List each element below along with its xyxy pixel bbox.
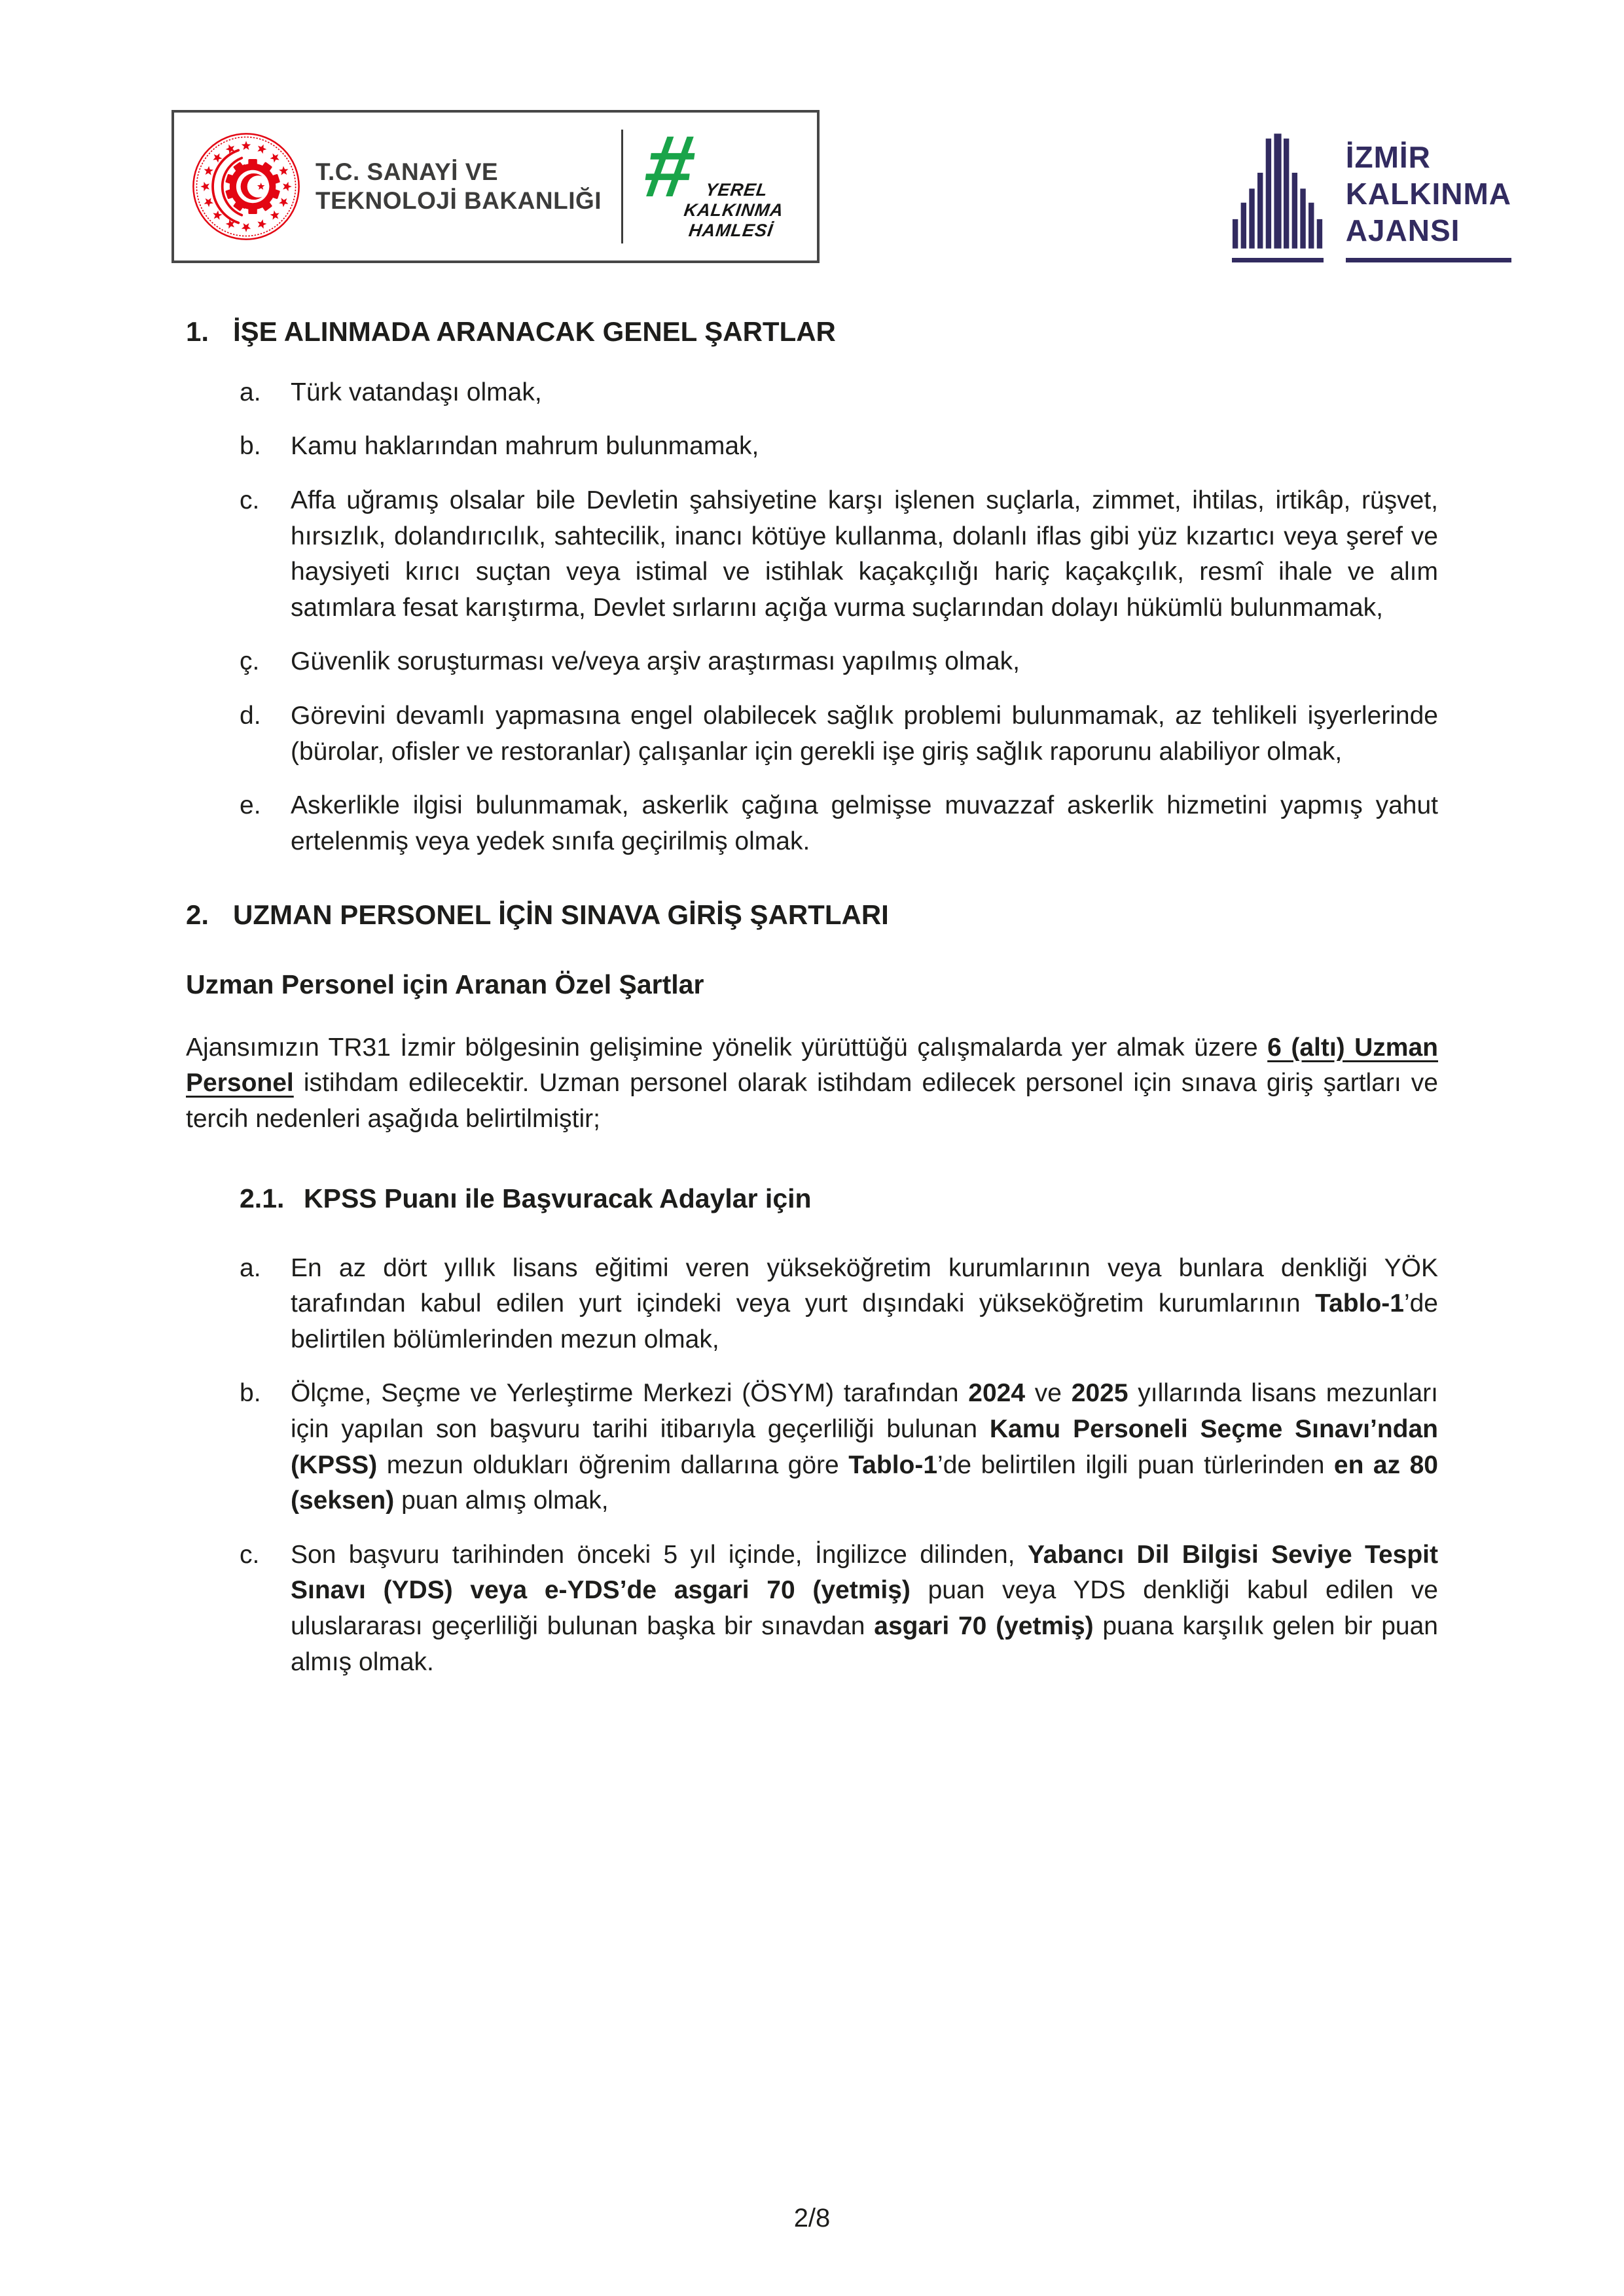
izka-text-underline <box>1346 258 1511 262</box>
item-marker: b. <box>240 1379 261 1408</box>
item-text: Son başvuru tarihinden önceki 5 yıl içinde, İngilizce dilinden, Yabancı Dil Bilgisi Seviye Tespit Sınavı (YDS) veya e-YDS’de asgari 70 (yetmiş) puan veya YDS denkliği kabul edilen ve uluslararası geçerliliği bulunan başka bir sınavdan asgari 70 (yetmiş) puana karşılık gelen bir puan almış olmak. <box>291 1540 1438 1676</box>
footer-page-number: 2/8 <box>793 2204 831 2233</box>
hashtag-icon: # <box>638 118 702 216</box>
izka-building-icon <box>1232 132 1324 262</box>
izka-line2: KALKINMA <box>1345 176 1511 211</box>
document-body <box>186 313 1438 1680</box>
section-1-items <box>240 375 1438 860</box>
list-item <box>240 698 1438 770</box>
item-marker: c. <box>240 486 260 514</box>
izka-line1: İZMİR <box>1345 139 1431 174</box>
section-2-heading <box>186 896 1438 935</box>
item-marker: a. <box>240 1253 261 1282</box>
subsection-2-1-title: KPSS Puanı ile Başvuracak Adaylar için <box>304 1183 812 1214</box>
subsection-2-1-items <box>240 1251 1438 1681</box>
hamle-line3: HAMLESİ <box>687 221 774 241</box>
page-header <box>171 110 1511 263</box>
ministry-emblem-icon <box>191 132 301 242</box>
item-marker: ç. <box>240 647 260 676</box>
list-item <box>240 788 1438 859</box>
item-text: Güvenlik soruşturması ve/veya arşiv araştırması yapılmış olmak, <box>291 647 1020 676</box>
subsection-2-1-heading <box>240 1180 1438 1217</box>
izka-wordmark <box>1346 139 1511 262</box>
item-text: Affa uğramış olsalar bile Devletin şahsiyetine karşı işlenen suçlarla, zimmet, ihtilas, irtikâp, rüşvet, hırsızlık, dolandırıcılık, sahtecilik, inancı kötüye kullanma, dolanlı iflas gibi yüz kızartıcı veya şeref ve haysiyeti kırıcı suçtan veya istimal ve istihlak kaçakçılığı hariç kaçakçılık, resmî ihale ve alım satımlara fesat karıştırma, Devlet sırlarını açığa vurma suçlarından dolayı hükümlü bulunmamak, <box>291 486 1438 622</box>
footer <box>0 2204 1624 2233</box>
section-2-subheading: Uzman Personel için Aranan Özel Şartlar <box>186 969 704 1000</box>
item-text: Kamu haklarından mahrum bulunmamak, <box>291 432 759 461</box>
item-text: Askerlikle ilgisi bulunmamak, askerlik çağına gelmişse muvazzaf askerlik hizmetini yapmış yahut ertelenmiş veya yedek sınıfa geçirilmiş olmak. <box>291 791 1438 855</box>
hamle-line1: YEREL <box>704 180 769 200</box>
izka-building-underline <box>1232 258 1324 262</box>
item-text: Görevini devamlı yapmasına engel olabilecek sağlık problemi bulunmamak, az tehlikeli işyerlerinde (bürolar, ofisler ve restoranlar) çalışanlar için gerekli işe giriş sağlık raporunu alabiliyor olmak, <box>291 701 1438 766</box>
subsection-2-1-number: 2.1. <box>240 1183 285 1214</box>
ministry-name-line1: T.C. SANAYİ VE <box>316 158 499 186</box>
izmir-kalkinma-ajansi-logo <box>1232 132 1511 262</box>
section-1-number: 1. <box>186 316 209 347</box>
item-text: En az dört yıllık lisans eğitimi veren yükseköğretim kurumlarının veya bunlara denkliği YÖK tarafından kabul edilen yurt içindeki veya yurt dışındaki yükseköğretim kurumlarının Tablo-1’de belirtilen bölümlerinden mezun olmak, <box>291 1253 1438 1354</box>
yerel-kalkinma-hamlesi-logo <box>638 118 785 241</box>
list-item <box>240 644 1438 680</box>
ministry-name-line2: TEKNOLOJİ BAKANLIĞI <box>316 187 602 214</box>
item-text: Ölçme, Seçme ve Yerleştirme Merkezi (ÖSYM) tarafından 2024 ve 2025 yıllarında lisans mezunları için yapılan son başvuru tarihi itibarıyla geçerliliği bulunan Kamu Personeli Seçme Sınavı’ndan (KPSS) mezun oldukları öğrenim dallarına göre Tablo-1’de belirtilen ilgili puan türlerinden en az 80 (seksen) puan almış olmak, <box>291 1379 1439 1515</box>
item-marker: e. <box>240 791 261 820</box>
item-marker: c. <box>240 1540 260 1569</box>
section-2-number: 2. <box>186 899 209 931</box>
section-2-title: UZMAN PERSONEL İÇİN SINAVA GİRİŞ ŞARTLARI <box>233 899 889 931</box>
ministry-hamle-logo-box <box>171 110 820 263</box>
logo-divider <box>621 130 623 243</box>
item-marker: b. <box>240 432 261 461</box>
list-item <box>240 429 1438 465</box>
list-item <box>240 1376 1438 1518</box>
hamle-line2: KALKINMA <box>682 200 785 221</box>
section-1-title: İŞE ALINMADA ARANACAK GENEL ŞARTLAR <box>233 316 836 347</box>
intro-paragraph: Ajansımızın TR31 İzmir bölgesinin gelişimine yönelik yürüttüğü çalışmalarda yer almak üzere 6 (altı) Uzman Personel istihdam edilecektir. Uzman personel olarak istihdam edilecek personel için sınava giriş şartları ve tercih nedenleri aşağıda belirtilmiştir; <box>186 1033 1438 1133</box>
izka-line3: AJANSI <box>1345 213 1460 247</box>
list-item <box>240 483 1438 626</box>
item-text: Türk vatandaşı olmak, <box>291 378 542 406</box>
hamle-wordmark <box>679 180 787 241</box>
item-marker: a. <box>240 378 261 406</box>
list-item <box>240 375 1438 411</box>
ministry-name <box>316 158 602 215</box>
list-item <box>240 1251 1438 1358</box>
list-item <box>240 1537 1438 1680</box>
section-1-heading <box>186 313 1438 351</box>
item-marker: d. <box>240 701 261 730</box>
